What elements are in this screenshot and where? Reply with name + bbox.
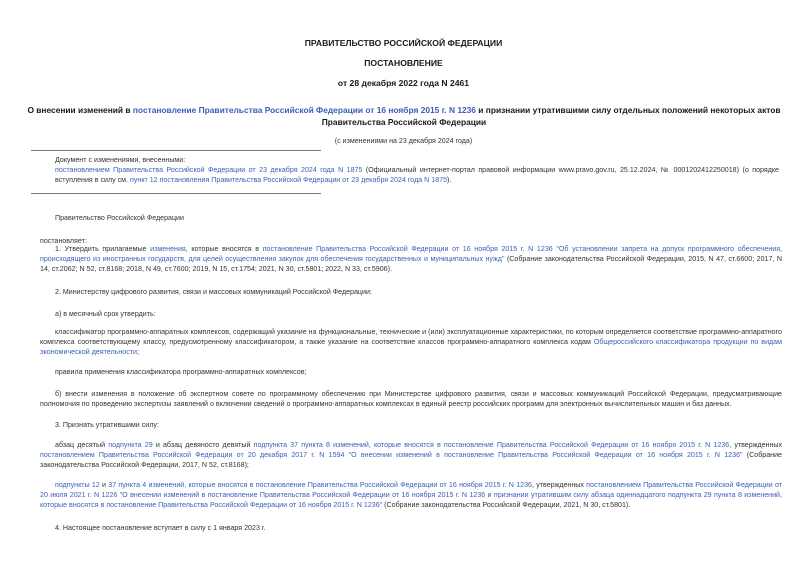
p2a1-link-okpd[interactable]: Общероссийского классификатора продукции по видам экономической деятельности: [40, 338, 783, 356]
changes-text: [55, 165, 779, 185]
p1-link-decree[interactable]: постановление Правительства Российской Федерации от 16 ноября 2015 г. N 1236 "Об установлении запрета на допуск программного обеспечения, происходящего из иностранных государств, для целей осуществления закупок для обеспечения государственных и муниципальных нужд": [40, 245, 783, 263]
org-heading: ПРАВИТЕЛЬСТВО РОССИЙСКОЙ ФЕДЕРАЦИИ: [304, 38, 503, 48]
p3a-text-4: (Собрание законодательства Российской Федерации, 2017, N 52, ст.8168);: [40, 451, 782, 469]
p1-text-2: , которые вносятся в: [185, 245, 263, 253]
changes-link-1[interactable]: постановлением Правительства Российской Федерации от 23 декабря 2024 года N 1875: [55, 166, 363, 174]
title-before: О внесении изменений в: [27, 105, 133, 115]
changes-text-2: ).: [447, 176, 452, 184]
changes-text-1: (Официальный интернет-портал правовой информации www.pravo.gov.ru, 25.12.2024, № 0001202412250018) (о порядке вступления в силу см.: [55, 166, 779, 184]
document-title: [24, 104, 784, 128]
title-after: и признании утратившими силу отдельных положений некоторых актов Правительства Российской Федерации: [321, 105, 781, 127]
paragraph-2: 2. Министерству цифрового развития, связи и массовых коммуникаций Российской Федерации:: [55, 288, 372, 296]
p2a1-text-1: классификатор программно-аппаратных комплексов, содержащий указание на функциональные, технические и (или) эксплуатационные характеристики, по которым определяется соответствие программно-аппаратного комплекса соответствующему классу, предусмотренному классификатором, а также указание на соответствие классов программно-аппаратного комплекса кодам: [40, 328, 782, 346]
p1-link-changes[interactable]: изменения: [150, 245, 186, 253]
paragraph-3a: [40, 440, 782, 470]
bottom-divider: [31, 193, 321, 194]
paragraph-2b: б) внести изменения в положение об экспертном совете по программному обеспечению при Министерстве цифрового развития, связи и массовых коммуникаций Российской Федерации, предусматривающие полномочия по проведению экспертизы заявлений о включении сведений о программно-аппаратных комплексах в единый реестр российских программ для электронных вычислительных машин и баз данных.: [40, 390, 782, 408]
paragraph-2a-2: правила применения классификатора программно-аппаратных комплексов;: [55, 368, 307, 376]
p3a-text-1: абзац десятый: [55, 441, 109, 449]
p1-text-1: 1. Утвердить прилагаемые: [55, 245, 151, 253]
paragraph-2a: а) в месячный срок утвердить:: [55, 310, 156, 318]
doc-type-heading: ПОСТАНОВЛЕНИЕ: [364, 58, 443, 68]
changes-link-2[interactable]: пункт 12 постановления Правительства Российской Федерации от 23 декабря 2024 года N 1875: [130, 176, 448, 184]
paragraph-2a-1: [40, 327, 782, 357]
government-line: Правительство Российской Федерации: [55, 214, 184, 222]
edition-note: (с изменениями на 23 декабря 2024 года): [334, 137, 473, 145]
p3b-text-2: , утвержденных: [531, 481, 587, 489]
p2a1-text-2: ;: [136, 348, 139, 356]
changes-intro: Документ с изменениями, внесенными:: [55, 156, 186, 164]
paragraph-3b: [40, 480, 782, 510]
p3a-text-2: и абзац девяносто девятый: [152, 441, 254, 449]
title-link[interactable]: постановление Правительства Российской Федерации от 16 ноября 2015 г. N 1236: [132, 105, 476, 115]
p3a-link-1[interactable]: подпункта 29: [108, 441, 153, 449]
decides-line: постановляет:: [40, 237, 87, 245]
p3b-link-3[interactable]: постановлением Правительства Российской Федерации от 20 июля 2021 г. N 1226 "О внесении изменений в постановление Правительства Российской Федерации от 16 ноября 2015 г. N 1236 и признании утратившим силу абзаца одиннадцатого подпункта 29 пункта 8 изменений, которые вносятся в постановление Правительства Российской Федерации от 16 ноября 2015 г. N 1236": [40, 481, 783, 509]
p3b-link-1[interactable]: подпункты 12: [55, 481, 100, 489]
p3a-text-3: , утвержденных: [729, 441, 783, 449]
top-divider: [31, 150, 321, 151]
p3b-link-2[interactable]: 37 пункта 4 изменений, которые вносятся в постановление Правительства Российской Федерации от 16 ноября 2015 г. N 1236: [108, 481, 532, 489]
p3b-text-3: (Собрание законодательства Российской Федерации, 2021, N 30, ст.5801).: [382, 501, 631, 509]
date-number-heading: от 28 декабря 2022 года N 2461: [337, 78, 470, 88]
paragraph-4: 4. Настоящее постановление вступает в силу с 1 января 2023 г.: [55, 524, 266, 532]
p3a-link-3[interactable]: постановлением Правительства Российской Федерации от 20 декабря 2017 г. N 1594 "О внесении изменений в постановление Правительства Российской Федерации от 16 ноября 2015 г. N 1236": [40, 451, 743, 459]
p3b-text-1: и: [99, 481, 109, 489]
paragraph-1: [40, 244, 782, 274]
paragraph-3: 3. Признать утратившими силу:: [55, 421, 159, 429]
p1-text-3: (Собрание законодательства Российской Федерации, 2015, N 47, ст.6600; 2017, N 14, ст.2062; N 52, ст.8168; 2018, N 49, ст.7600; 2019, N 15, ст.1754; 2021, N 30, ст.5801; 2022, N 33, ст.5906).: [40, 255, 782, 273]
p3a-link-2[interactable]: подпункта 37 пункта 8 изменений, которые вносятся в постановление Правительства Российской Федерации от 16 ноября 2015 г. N 1236: [253, 441, 730, 449]
